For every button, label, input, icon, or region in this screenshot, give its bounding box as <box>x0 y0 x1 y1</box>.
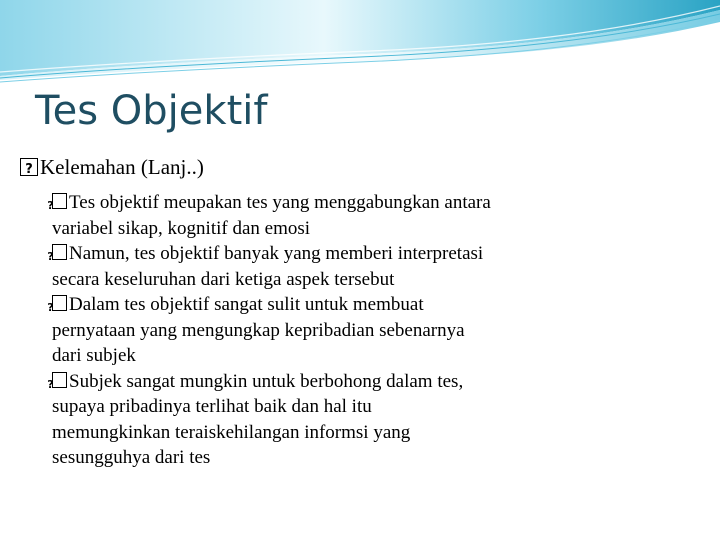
list-item <box>52 369 702 471</box>
slide-title: Tes Objektif <box>35 88 268 134</box>
missing-glyph-box-icon <box>52 295 67 311</box>
list-item-line: dari subjek <box>52 345 136 366</box>
list-item <box>52 190 702 241</box>
list-item-text: Subjek sangat mungkin untuk berbohong dalam tes, <box>69 370 464 392</box>
list-item-line <box>70 292 702 318</box>
bullet-list <box>52 190 702 471</box>
list-item-line: variabel sikap, kognitif dan emosi <box>52 217 311 239</box>
list-item-line <box>70 369 702 395</box>
list-item-line: sesungguhya dari tes <box>52 447 211 468</box>
list-item-text: Dalam tes objektif sangat sulit untuk membuat <box>69 294 424 315</box>
list-item-line: pernyataan yang mengungkap kepribadian sebenarnya <box>52 319 465 341</box>
list-item-line: memungkinkan teraiskehilangan informsi yang <box>52 421 411 443</box>
header-wave-decoration <box>0 0 720 85</box>
missing-glyph-box-icon <box>20 158 38 176</box>
list-item-line: supaya pribadinya terlihat baik dan hal itu <box>52 396 372 417</box>
list-item-line <box>70 190 702 216</box>
section-heading <box>20 154 204 180</box>
list-item <box>52 241 702 292</box>
missing-glyph-box-icon <box>52 244 67 260</box>
list-item-line: secara keseluruhan dari ketiga aspek tersebut <box>52 268 395 290</box>
missing-glyph-box-icon <box>52 193 67 209</box>
list-item-text: Tes objektif meupakan tes yang menggabungkan antara <box>69 192 491 213</box>
section-heading-label: Kelemahan (Lanj..) <box>40 155 204 179</box>
list-item-text: Namun, tes objektif banyak yang memberi interpretasi <box>69 243 484 264</box>
missing-glyph-box-icon <box>52 372 67 388</box>
list-item-line <box>70 241 702 267</box>
list-item <box>52 292 702 369</box>
